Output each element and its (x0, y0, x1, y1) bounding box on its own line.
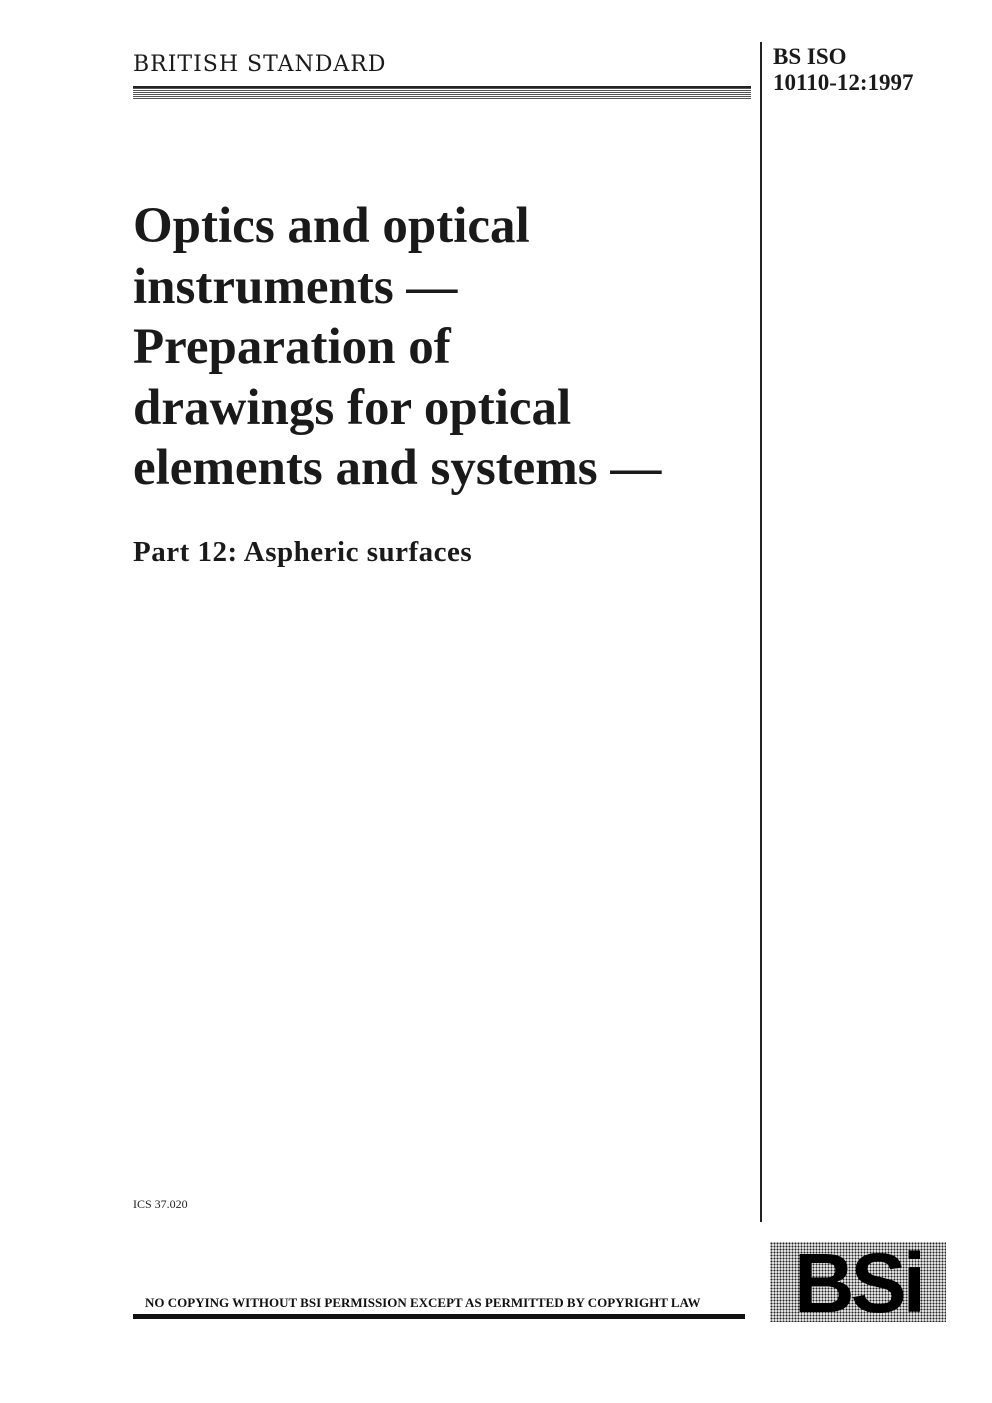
standard-number (773, 44, 914, 96)
title-line: Preparation of (133, 319, 451, 375)
title-line: instruments — (133, 258, 458, 315)
part-title: Part 12: Aspheric surfaces (133, 536, 473, 568)
footer-rule (133, 1314, 745, 1319)
document-type-label: BRITISH STANDARD (133, 52, 387, 77)
copyright-notice: NO COPYING WITHOUT BSI PERMISSION EXCEPT AS PERMITTED BY COPYRIGHT LAW (145, 1295, 701, 1310)
title-line: Optics and optical (133, 198, 530, 254)
ics-code: ICS 37.020 (133, 1197, 188, 1211)
bsi-logo-text: BSi (793, 1242, 923, 1322)
title-line: drawings for optical (133, 379, 572, 436)
header-rule-pattern (133, 88, 751, 100)
standard-number-code: 10110-12:1997 (773, 70, 914, 95)
bsi-logo (770, 1242, 946, 1322)
standard-number-prefix: BS ISO (773, 44, 847, 69)
title-line: elements and systems — (133, 440, 662, 496)
document-title (133, 196, 773, 499)
